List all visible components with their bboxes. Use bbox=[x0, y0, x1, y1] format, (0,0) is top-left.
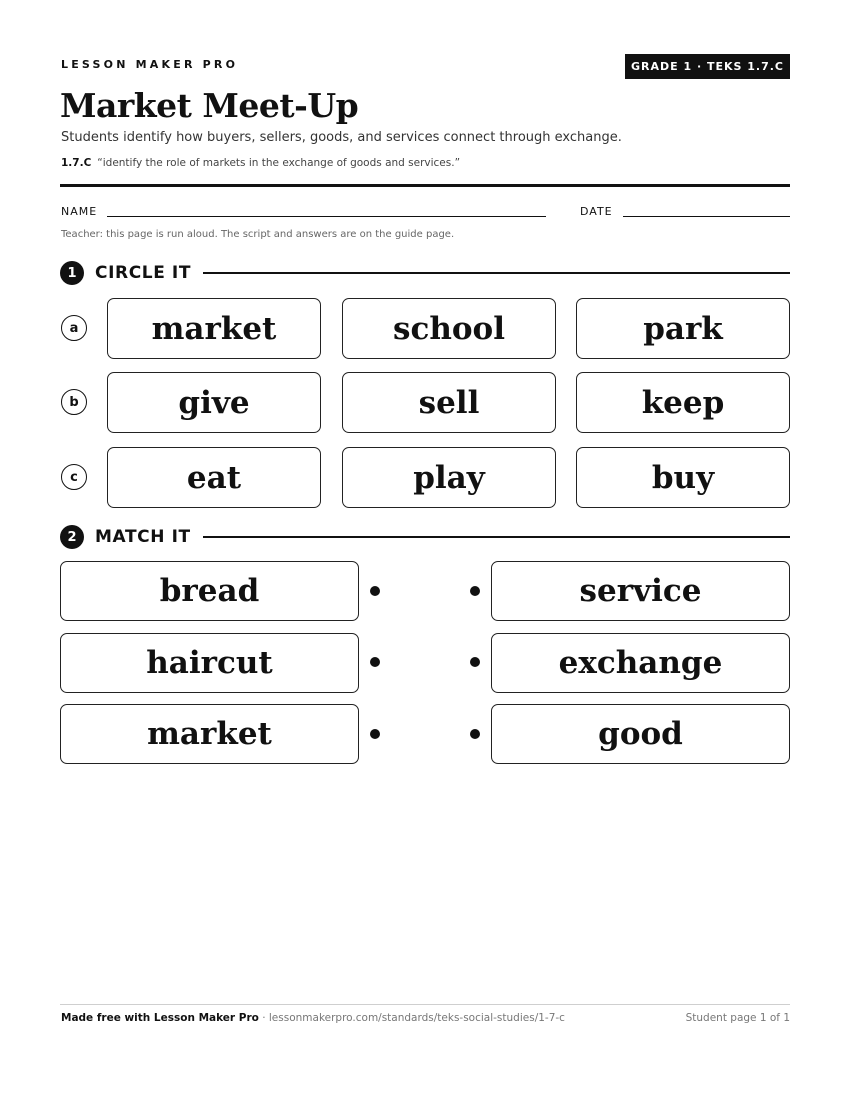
row-letter-c: c bbox=[61, 464, 87, 490]
word-choice[interactable]: school bbox=[342, 298, 556, 359]
match-dot-right[interactable] bbox=[470, 586, 480, 596]
date-field[interactable] bbox=[623, 216, 790, 217]
name-field[interactable] bbox=[107, 216, 546, 217]
name-label: NAME bbox=[61, 205, 98, 218]
word-choice[interactable]: play bbox=[342, 447, 556, 508]
standard-text: “identify the role of markets in the exchange of goods and services.” bbox=[97, 157, 461, 169]
grade-badge: GRADE 1 · TEKS 1.7.C bbox=[625, 54, 790, 79]
footer-made-with: Made free with Lesson Maker Pro bbox=[61, 1012, 259, 1024]
match-dot-left[interactable] bbox=[370, 729, 380, 739]
match-right-item[interactable]: exchange bbox=[491, 633, 790, 693]
row-letter-a: a bbox=[61, 315, 87, 341]
match-dot-left[interactable] bbox=[370, 657, 380, 667]
footer-credit bbox=[61, 1012, 565, 1024]
section-rule bbox=[203, 272, 790, 274]
match-dot-left[interactable] bbox=[370, 586, 380, 596]
match-left-item[interactable]: haircut bbox=[60, 633, 359, 693]
word-choice[interactable]: keep bbox=[576, 372, 790, 433]
standard-code: 1.7.C bbox=[61, 157, 92, 169]
teacher-note: Teacher: this page is run aloud. The script and answers are on the guide page. bbox=[61, 229, 455, 240]
match-left-item[interactable]: bread bbox=[60, 561, 359, 621]
row-letter-b: b bbox=[61, 389, 87, 415]
match-dot-right[interactable] bbox=[470, 657, 480, 667]
section-rule bbox=[203, 536, 790, 538]
word-choice[interactable]: park bbox=[576, 298, 790, 359]
word-choice[interactable]: eat bbox=[107, 447, 321, 508]
word-choice[interactable]: market bbox=[107, 298, 321, 359]
date-label: DATE bbox=[580, 205, 613, 218]
word-choice[interactable]: sell bbox=[342, 372, 556, 433]
standard-line bbox=[61, 157, 460, 169]
section-number-badge: 2 bbox=[60, 525, 84, 549]
footer-page-number: Student page 1 of 1 bbox=[685, 1012, 790, 1024]
page-subtitle: Students identify how buyers, sellers, goods, and services connect through exchange. bbox=[61, 130, 622, 145]
match-section-header bbox=[60, 525, 790, 549]
match-right-item[interactable]: service bbox=[491, 561, 790, 621]
page-title: Market Meet-Up bbox=[60, 86, 359, 125]
section-number-badge: 1 bbox=[60, 261, 84, 285]
header-divider bbox=[60, 184, 790, 187]
section-title: MATCH IT bbox=[95, 527, 191, 547]
footer-divider bbox=[60, 1004, 790, 1005]
match-left-item[interactable]: market bbox=[60, 704, 359, 764]
section-title: CIRCLE IT bbox=[95, 263, 192, 283]
footer-url[interactable]: · lessonmakerpro.com/standards/teks-social-studies/1-7-c bbox=[262, 1012, 565, 1024]
match-dot-right[interactable] bbox=[470, 729, 480, 739]
match-right-item[interactable]: good bbox=[491, 704, 790, 764]
word-choice[interactable]: give bbox=[107, 372, 321, 433]
brand-name: LESSON MAKER PRO bbox=[61, 58, 239, 71]
circle-section-header bbox=[60, 261, 790, 285]
word-choice[interactable]: buy bbox=[576, 447, 790, 508]
